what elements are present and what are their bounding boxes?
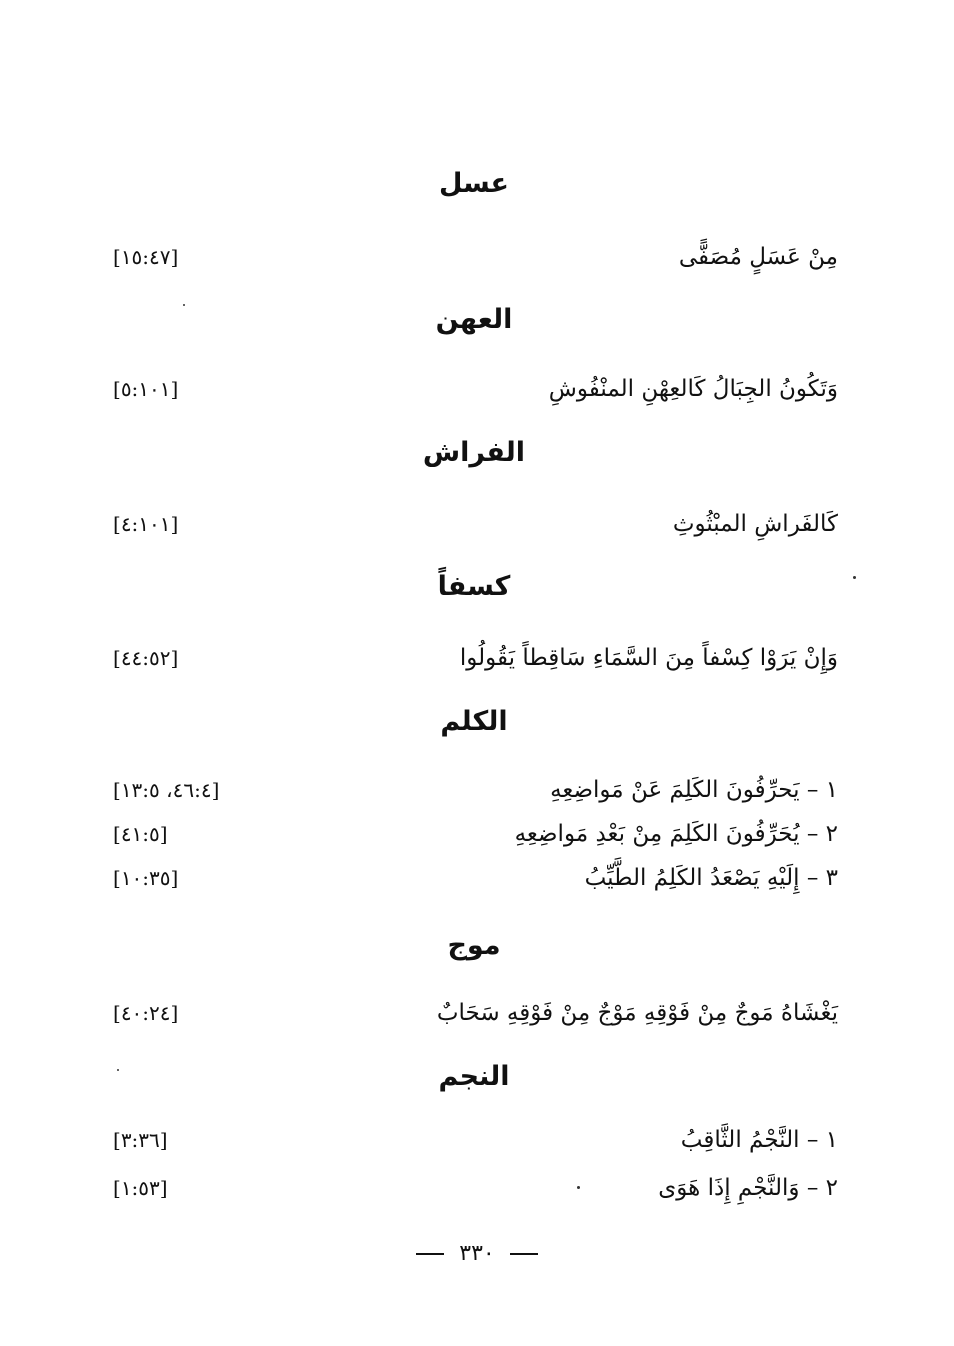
scan-speck bbox=[577, 1186, 580, 1189]
scan-speck bbox=[117, 1069, 119, 1071]
scan-speck bbox=[183, 304, 185, 306]
verse-reference: [١٥:٤٧] bbox=[113, 245, 179, 269]
verse-reference: [٤١:٥] bbox=[113, 822, 168, 846]
verse-text: يَغْشَاهُ مَوجٌ مِنْ فَوْقِهِ مَوْجٌ مِنْ فَوْقِهِ سَحَابٌ bbox=[436, 1000, 838, 1026]
verse-text: ٢ – يُحَرِّفُونَ الكَلِمَ مِنْ بَعْدِ مَواضِعِهِ bbox=[514, 821, 838, 847]
verse-text: وَإِنْ يَرَوْا كِسْفاً مِنَ السَّمَاءِ سَاقِطاً يَقُولُوا bbox=[459, 645, 838, 671]
verse-reference: [٤:١٠١] bbox=[113, 512, 179, 536]
section-heading: كسفاً bbox=[437, 571, 511, 602]
scan-speck bbox=[853, 576, 856, 579]
verse-text: ٣ – إِلَيْهِ يَصْعَدُ الكَلِمُ الطَّيِّبُ bbox=[584, 865, 838, 891]
section-heading: الفراش bbox=[422, 437, 526, 468]
verse-reference: [١:٥٣] bbox=[113, 1176, 168, 1200]
verse-text: ١ – النَّجْمُ الثَّاقِبُ bbox=[680, 1127, 838, 1153]
verse-text: مِنْ عَسَلٍ مُصَفًّى bbox=[678, 244, 838, 270]
verse-reference: [٤٠:٢٤] bbox=[113, 1001, 179, 1025]
footer-dash-left bbox=[510, 1253, 538, 1255]
verse-text: وَتَكُونُ الجِبَالُ كَالعِهْنِ المنْفُوشِ bbox=[548, 376, 838, 402]
verse-text: كَالفَراشِ المبْثُوثِ bbox=[672, 511, 838, 537]
verse-reference: [١٠:٣٥] bbox=[113, 866, 179, 890]
section-heading: موج bbox=[447, 930, 501, 961]
page-number: ٣٣٠ bbox=[459, 1241, 495, 1266]
section-heading: النجم bbox=[438, 1061, 510, 1092]
footer-dash-right bbox=[416, 1253, 444, 1255]
section-heading: عسل bbox=[438, 168, 510, 199]
verse-text: ٢ – وَالنَّجْمِ إِذَا هَوَى bbox=[658, 1175, 838, 1201]
verse-reference: [٤٤:٥٢] bbox=[113, 646, 179, 670]
verse-reference: [٥:١٠١] bbox=[113, 377, 179, 401]
page-footer bbox=[0, 1236, 954, 1272]
section-heading: العهن bbox=[435, 304, 513, 335]
verse-reference: [٤٦:٤، ١٣:٥] bbox=[113, 778, 220, 802]
section-heading: الكلم bbox=[440, 706, 508, 737]
verse-reference: [٣:٣٦] bbox=[113, 1128, 168, 1152]
verse-text: ١ – يَحرِّفُونَ الكَلِمَ عَنْ مَواضِعِهِ bbox=[550, 777, 838, 803]
